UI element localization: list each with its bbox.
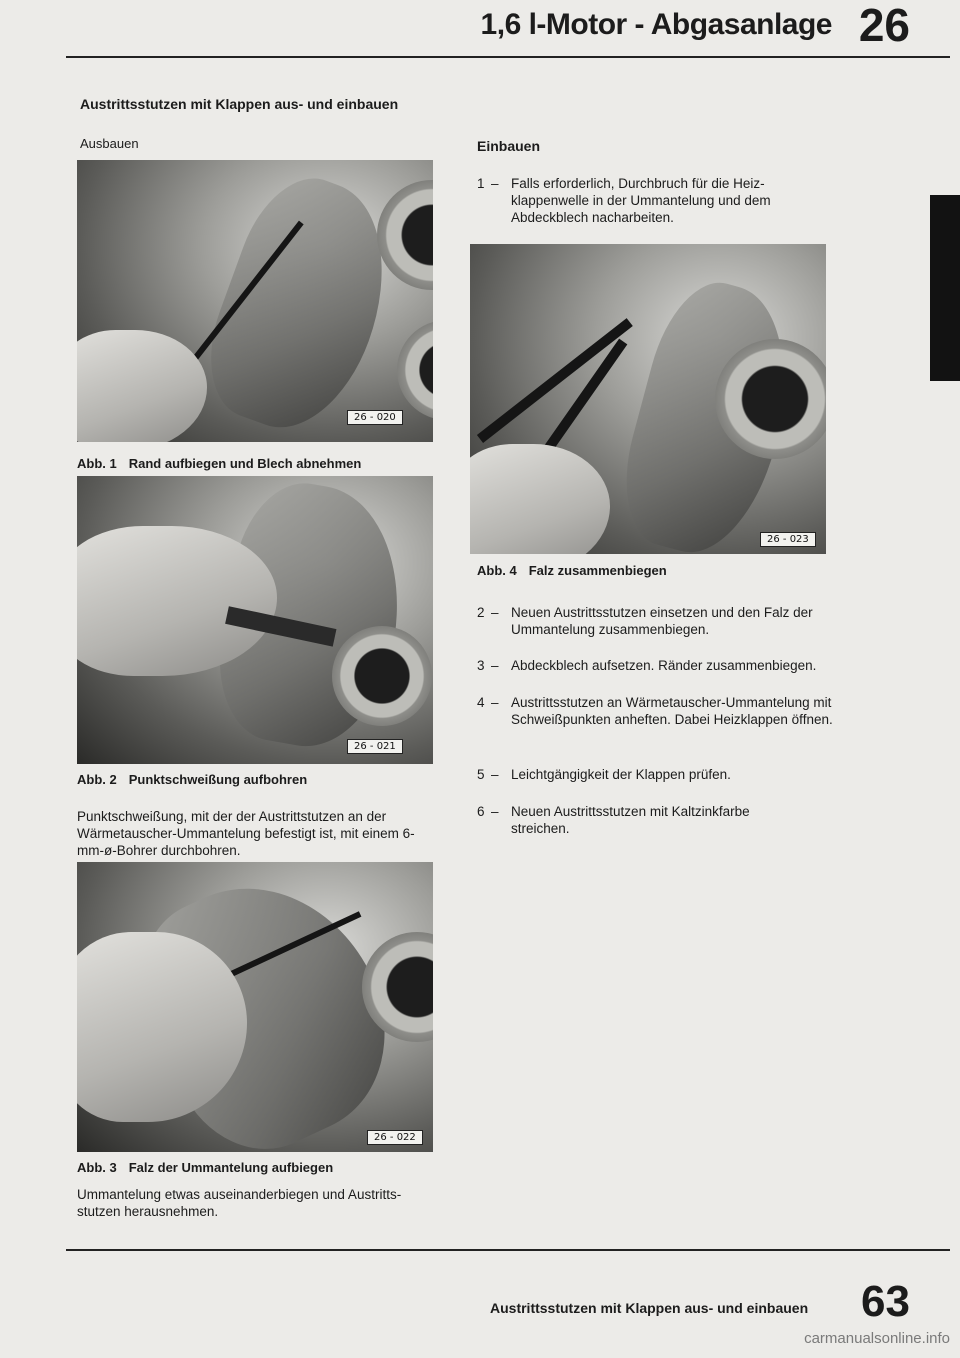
figure-2-caption-text: Punktschweißung aufbohren (128, 772, 308, 787)
figure-3-photo (77, 862, 433, 1152)
figure-3-tag: 26 - 022 (367, 1130, 423, 1145)
step-2-text: Neuen Austrittsstutzen einsetzen und den Falz der Ummantelung zusammenbiegen. (511, 605, 813, 637)
einbau-step-6: 6 – Neuen Austrittsstutzen mit Kaltzinkfarbe streichen. (477, 803, 857, 837)
step-2-number: 2 (477, 605, 485, 620)
figure-4-caption-text: Falz zusammenbiegen (528, 563, 667, 578)
page-number: 63 (861, 1277, 910, 1326)
figure-3-caption-text: Falz der Ummantelung aufbiegen (128, 1160, 334, 1175)
figure-2-photo (77, 476, 433, 764)
figure-2-label: Abb. 2 (77, 772, 117, 787)
einbau-heading: Einbauen (477, 138, 541, 154)
figure-4-label: Abb. 4 (477, 563, 517, 578)
ausbau-paragraph-1: Punktschweißung, mit der der Austrittstutzen an der Wärmetauscher-Ummantelung befestigt ist, mit einem 6-mm-ø-Bohrer durchbohren. (77, 809, 415, 858)
step-6-number: 6 (477, 804, 485, 819)
step-1-text: Falls erforderlich, Durchbruch für die Heiz-klappenwelle in der Ummantelung und dem Abdeckblech nacharbeiten. (511, 176, 771, 225)
footer-title: Austrittsstutzen mit Klappen aus- und einbauen (490, 1300, 809, 1316)
figure-3-label: Abb. 3 (77, 1160, 117, 1175)
section-number: 26 (858, 0, 910, 51)
section-title: Austrittsstutzen mit Klappen aus- und einbauen (80, 96, 399, 112)
ausbau-paragraph-2: Ummantelung etwas auseinanderbiegen und Austritts-stutzen herausnehmen. (77, 1187, 402, 1219)
figure-1-caption-text: Rand aufbiegen und Blech abnehmen (128, 456, 362, 471)
figure-2-tag: 26 - 021 (347, 739, 403, 754)
step-5-text: Leichtgängigkeit der Klappen prüfen. (511, 767, 731, 782)
header-rule (66, 56, 950, 58)
step-5-number: 5 (477, 767, 485, 782)
section-tab-marker (930, 195, 960, 381)
einbau-step-1: 1 – Falls erforderlich, Durchbruch für die Heiz-klappenwelle in der Ummantelung und dem Abdeckblech nacharbeiten. (477, 175, 857, 226)
step-3-text: Abdeckblech aufsetzen. Ränder zusammenbiegen. (511, 658, 817, 673)
figure-2-caption (77, 772, 307, 787)
figure-1-caption (77, 456, 361, 471)
step-4-text: Austrittsstutzen an Wärmetauscher-Ummantelung mit Schweißpunkten anheften. Dabei Heizklappen öffnen. (511, 695, 833, 727)
ausbau-heading: Ausbauen (80, 136, 139, 151)
einbau-step-5: 5 – Leichtgängigkeit der Klappen prüfen. (477, 766, 857, 783)
figure-1-tag: 26 - 020 (347, 410, 403, 425)
step-3-number: 3 (477, 658, 485, 673)
figure-4-caption (477, 563, 667, 578)
footer-rule (66, 1249, 950, 1251)
einbau-step-2: 2 – Neuen Austrittsstutzen einsetzen und den Falz der Ummantelung zusammenbiegen. (477, 604, 857, 638)
page-header-title: 1,6 l-Motor - Abgasanlage (480, 8, 832, 41)
einbau-step-4: 4 – Austrittsstutzen an Wärmetauscher-Ummantelung mit Schweißpunkten anheften. Dabei Heizklappen öffnen. (477, 694, 857, 728)
figure-1-label: Abb. 1 (77, 456, 117, 471)
einbau-step-3: 3 – Abdeckblech aufsetzen. Ränder zusammenbiegen. (477, 657, 857, 674)
step-4-number: 4 (477, 695, 485, 710)
watermark: carmanualsonline.info (804, 1330, 950, 1347)
figure-3-caption (77, 1160, 333, 1175)
step-6-text: Neuen Austrittsstutzen mit Kaltzinkfarbe streichen. (511, 804, 750, 836)
step-1-number: 1 (477, 176, 485, 191)
figure-4-photo (470, 244, 826, 554)
figure-1-photo (77, 160, 433, 442)
figure-4-tag: 26 - 023 (760, 532, 816, 547)
